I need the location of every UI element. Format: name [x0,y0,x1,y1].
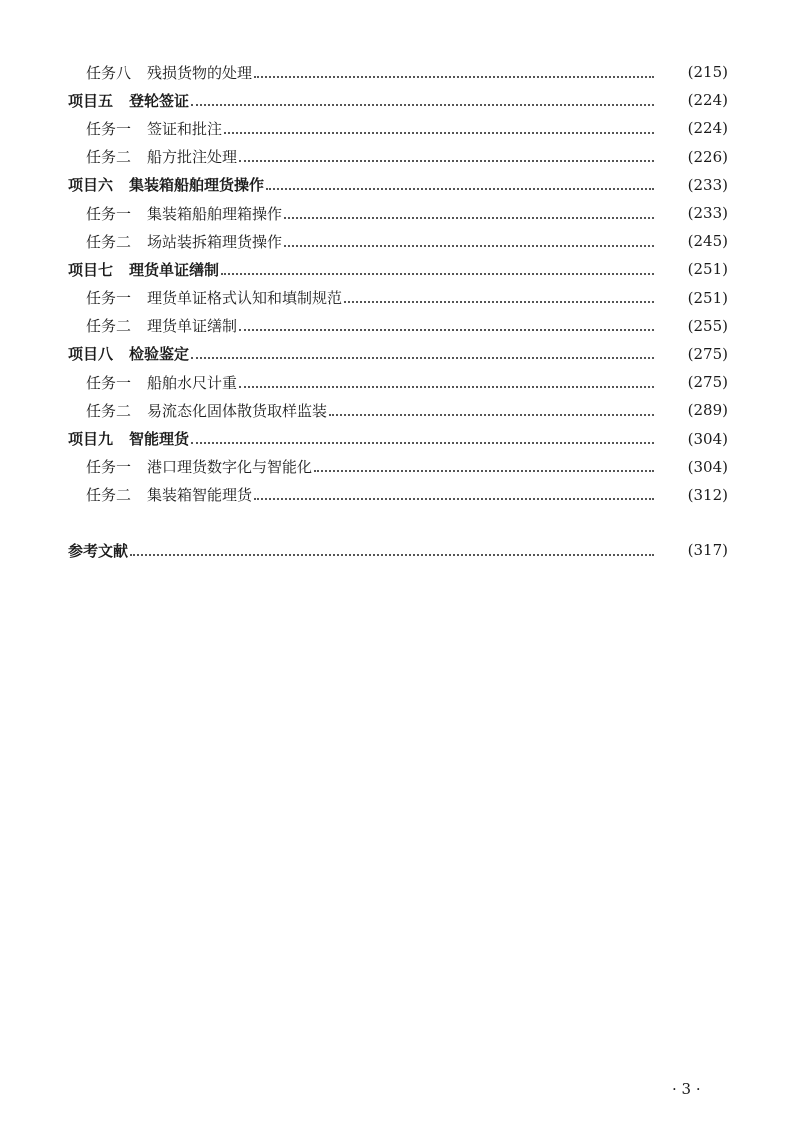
entry-title: 签证和批注 [147,119,223,138]
entry-number: 任务二 [86,148,132,167]
dot-leader [224,131,654,134]
entry-page: (251) [687,288,728,307]
toc-entry[interactable] [0,312,790,340]
entry-number: 任务二 [86,401,132,420]
entry-number: 任务一 [86,204,132,223]
entry-number: 任务二 [86,317,132,336]
entry-page: (275) [687,373,728,392]
entry-title: 理货单证格式认知和填制规范 [147,289,343,308]
dot-leader [284,244,654,247]
entry-number: 任务二 [86,232,132,251]
toc-entry[interactable] [0,199,790,227]
entry-number: 任务一 [86,458,132,477]
toc-entry[interactable] [0,424,790,452]
dot-leader [191,356,654,359]
entry-title: 船方批注处理 [147,148,238,167]
entry-page: (255) [687,316,728,335]
entry-page: (245) [687,232,728,251]
entry-number: 项目五 [68,91,114,110]
entry-number: 项目八 [68,345,114,364]
entry-number: 项目七 [68,260,114,279]
table-of-contents [0,58,790,564]
entry-title: 参考文献 [68,541,129,560]
toc-entry[interactable] [0,255,790,283]
entry-number: 任务二 [86,486,132,505]
toc-entry[interactable] [0,86,790,114]
toc-entry[interactable] [0,227,790,255]
toc-entry[interactable] [0,171,790,199]
entry-number: 任务一 [86,119,132,138]
entry-title: 集装箱智能理货 [147,486,253,505]
entry-title: 理货单证缮制 [147,317,238,336]
dot-leader [314,469,654,472]
entry-number: 任务八 [86,63,132,82]
entry-page: (215) [687,63,728,82]
entry-page: (304) [687,457,728,476]
entry-number: 任务一 [86,289,132,308]
entry-number: 任务一 [86,373,132,392]
dot-leader [130,553,654,556]
toc-entry[interactable] [0,453,790,481]
page-number: · 3 · [672,1080,701,1098]
toc-entry[interactable] [0,143,790,171]
toc-entry[interactable] [0,340,790,368]
entry-title: 检验鉴定 [129,345,190,364]
dot-leader [191,103,654,106]
dot-leader [191,441,654,444]
toc-entry[interactable] [0,368,790,396]
entry-title: 集装箱船舶理货操作 [129,176,265,195]
dot-leader [329,413,654,416]
dot-leader [344,300,654,303]
entry-title: 易流态化固体散货取样监装 [147,401,328,420]
dot-leader [221,272,654,275]
dot-leader [239,159,654,162]
entry-title: 理货单证缮制 [129,260,220,279]
entry-page: (317) [687,541,728,560]
entry-title: 残损货物的处理 [147,63,253,82]
entry-page: (312) [687,485,728,504]
entry-page: (275) [687,344,728,363]
entry-page: (226) [687,147,728,166]
entry-page: (251) [687,260,728,279]
dot-leader [254,497,654,500]
entry-page: (233) [687,175,728,194]
toc-entry[interactable] [0,481,790,509]
toc-entry[interactable] [0,284,790,312]
dot-leader [239,385,654,388]
entry-page: (289) [687,401,728,420]
dot-leader [254,75,654,78]
entry-number: 项目六 [68,176,114,195]
toc-entry[interactable] [0,114,790,142]
toc-entry[interactable] [0,396,790,424]
entry-page: (233) [687,204,728,223]
entry-page: (304) [687,429,728,448]
entry-title: 智能理货 [129,430,190,449]
toc-entry[interactable] [0,58,790,86]
entry-title: 集装箱船舶理箱操作 [147,204,283,223]
entry-title: 场站装拆箱理货操作 [147,232,283,251]
entry-page: (224) [687,119,728,138]
entry-title: 登轮签证 [129,91,190,110]
dot-leader [239,328,654,331]
toc-entry-references[interactable] [0,536,790,564]
entry-title: 港口理货数字化与智能化 [147,458,313,477]
entry-page: (224) [687,91,728,110]
dot-leader [266,187,654,190]
dot-leader [284,216,654,219]
entry-number: 项目九 [68,430,114,449]
entry-title: 船舶水尺计重 [147,373,238,392]
